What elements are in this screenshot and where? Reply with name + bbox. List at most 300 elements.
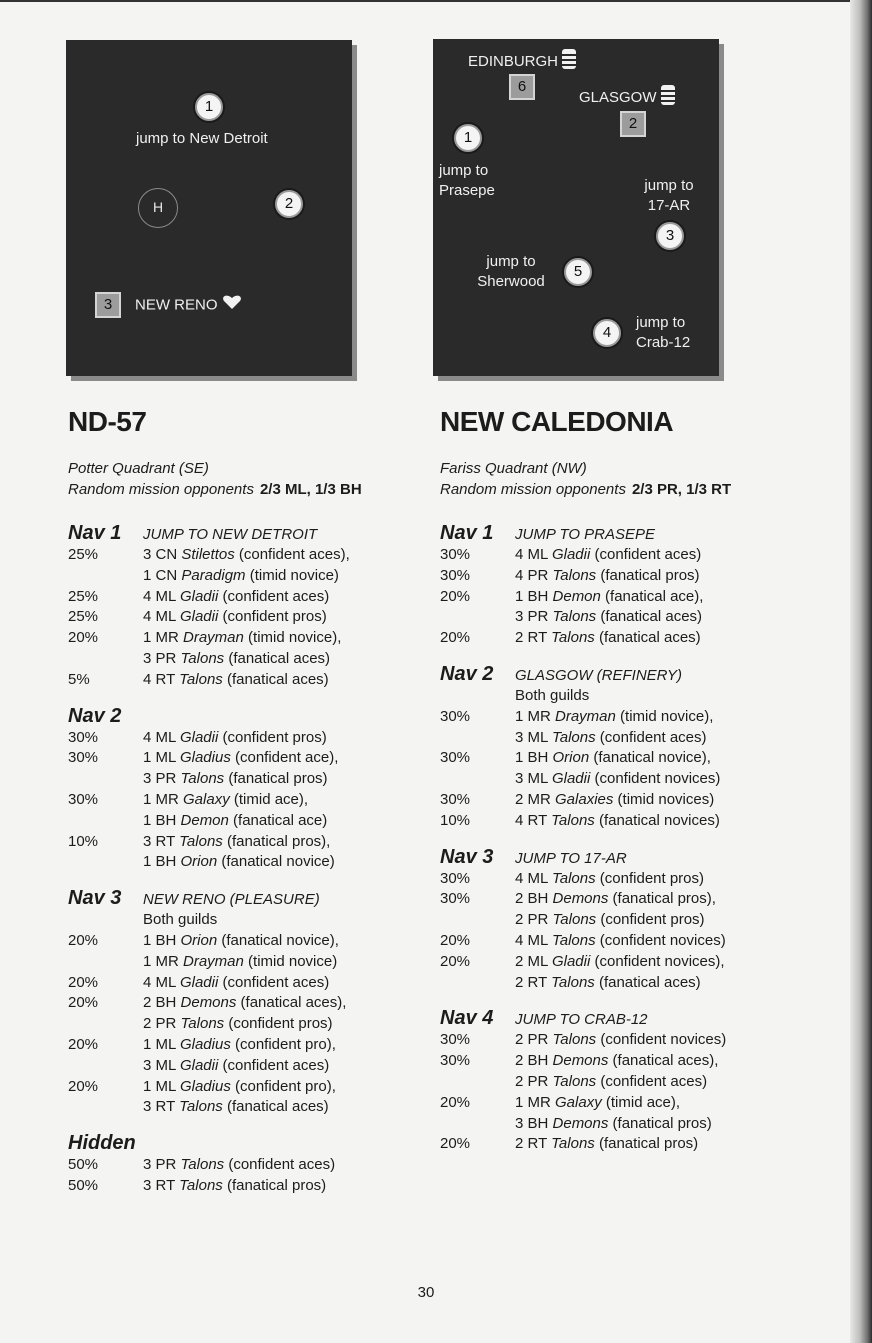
- ship-detail: (fanatical aces): [594, 629, 701, 647]
- ship-group: [515, 811, 800, 832]
- encounter-row: [440, 628, 800, 649]
- ship-group: [143, 566, 408, 587]
- encounter-percentage: 30%: [440, 869, 471, 887]
- ship-detail: 1 MR: [515, 707, 556, 725]
- ship-group: [515, 910, 800, 931]
- nd57-nav1-marker: 1: [195, 93, 223, 121]
- encounter-ships: [515, 952, 800, 994]
- nc-nav3-label-line2: 17-AR: [647, 197, 691, 214]
- nd57-base-label: NEW RENO: [135, 296, 218, 314]
- ship-class: Talons: [180, 649, 225, 667]
- ship-detail: (fanatical novice),: [589, 749, 711, 767]
- ship-class: Demon: [552, 587, 601, 605]
- encounter-ships: [143, 587, 408, 608]
- encounter-row: [68, 1077, 408, 1119]
- ship-class: Galaxies: [555, 790, 614, 808]
- ship-class: Demons: [552, 890, 609, 908]
- section-header: [68, 705, 408, 728]
- ship-detail: 1 CN: [143, 566, 182, 584]
- section-header: [68, 522, 408, 545]
- ship-group: [143, 973, 408, 994]
- nc-nav4-marker: 4: [593, 319, 621, 347]
- ship-detail: 2 BH: [143, 994, 181, 1012]
- ship-group: [143, 728, 408, 749]
- encounter-row: [440, 748, 800, 790]
- encounter-row: [68, 993, 408, 1035]
- ship-detail: (confident aces): [596, 1072, 708, 1090]
- ship-group: [143, 952, 408, 973]
- ship-class: Talons: [552, 566, 597, 584]
- ship-class: Talons: [180, 1156, 225, 1174]
- ship-group: [143, 852, 408, 873]
- ship-detail: 1 BH: [515, 587, 553, 605]
- ship-class: Talons: [180, 770, 225, 788]
- ship-class: Talons: [552, 911, 597, 929]
- encounter-ships: [143, 973, 408, 994]
- ship-class: Talons: [552, 1031, 597, 1049]
- ship-detail: 3 ML: [515, 728, 552, 746]
- encounter-percentage: 25%: [68, 587, 99, 605]
- ship-group: [143, 811, 408, 832]
- ship-detail: (confident novices): [596, 1031, 727, 1049]
- ship-group: [143, 1176, 408, 1197]
- ship-class: Talons: [180, 1015, 225, 1033]
- ship-detail: 2 PR: [515, 1072, 553, 1090]
- ship-class: Demons: [552, 1052, 609, 1070]
- ship-detail: 3 ML: [143, 1056, 180, 1074]
- ship-group: [515, 566, 800, 587]
- ship-detail: 4 PR: [515, 566, 553, 584]
- ship-class: Demon: [180, 811, 229, 829]
- encounter-percentage: 30%: [68, 728, 99, 746]
- section-header: [68, 887, 408, 910]
- ship-group: [143, 790, 408, 811]
- ship-detail: 4 ML: [515, 546, 552, 563]
- ship-detail: (fanatical ace): [228, 811, 328, 829]
- ship-class: Stilettos: [181, 546, 235, 563]
- new-caledonia-map: [433, 39, 719, 376]
- section-name: Nav 3: [440, 845, 494, 868]
- encounter-percentage: 30%: [440, 566, 471, 584]
- ship-class: Drayman: [183, 952, 244, 970]
- encounter-percentage: 30%: [440, 749, 471, 767]
- ship-detail: 1 MR: [143, 952, 184, 970]
- ship-group: [143, 1097, 408, 1118]
- ship-class: Talons: [179, 670, 223, 688]
- nc-nav1-marker: 1: [454, 124, 482, 152]
- ship-group: [143, 1155, 408, 1176]
- ship-group: [515, 869, 800, 890]
- encounter-row: [68, 545, 408, 587]
- nd57-nav-section: [68, 887, 408, 1118]
- nc-nav1-label-line1: jump to: [439, 162, 489, 179]
- ship-detail: 1 ML: [143, 749, 180, 767]
- nd57-opponents-label: Random mission opponents: [68, 481, 254, 498]
- encounter-percentage: 25%: [68, 608, 99, 626]
- ship-class: Talons: [179, 1176, 223, 1194]
- section-name: Nav 3: [68, 887, 122, 910]
- nd57-column: [68, 404, 408, 1197]
- encounter-ships: [515, 545, 800, 566]
- new-caledonia-column: [440, 404, 800, 1155]
- ship-group: [143, 1014, 408, 1035]
- encounter-ships: [143, 607, 408, 628]
- ship-detail: 1 ML: [143, 1077, 180, 1095]
- encounter-percentage: 20%: [440, 952, 471, 970]
- ship-class: Talons: [551, 728, 596, 746]
- ship-class: Talons: [551, 869, 596, 887]
- ship-group: [515, 1134, 800, 1155]
- encounter-ships: [143, 832, 408, 874]
- encounter-percentage: 20%: [68, 973, 99, 991]
- encounter-percentage: 30%: [440, 1052, 471, 1070]
- nc-nav5-label: [471, 252, 551, 292]
- encounter-percentage: 50%: [68, 1156, 99, 1174]
- section-note: Both guilds: [143, 911, 218, 929]
- ship-class: Orion: [180, 931, 218, 949]
- encounter-row: [68, 670, 408, 691]
- ship-group: [143, 769, 408, 790]
- encounter-ships: [143, 728, 408, 749]
- encounter-percentage: 20%: [440, 1135, 471, 1153]
- ship-detail: 3 PR: [143, 649, 181, 667]
- encounter-percentage: 20%: [440, 629, 471, 647]
- encounter-percentage: 30%: [440, 790, 471, 808]
- ship-detail: 3 PR: [143, 1156, 181, 1174]
- encounter-percentage: 20%: [68, 994, 99, 1012]
- ship-group: [515, 1051, 800, 1072]
- ship-detail: (confident pros): [218, 608, 327, 626]
- ship-detail: (fanatical aces),: [236, 994, 347, 1012]
- ship-class: Drayman: [183, 629, 244, 647]
- ship-detail: 4 ML: [143, 587, 180, 605]
- encounter-row: [68, 1035, 408, 1077]
- ship-detail: (confident novices),: [590, 952, 725, 970]
- encounter-percentage: 30%: [440, 890, 471, 908]
- encounter-row: [68, 587, 408, 608]
- encounter-ships: [143, 1035, 408, 1077]
- encounter-ships: [515, 707, 800, 749]
- ship-detail: 4 ML: [143, 973, 180, 991]
- nc-nav3-label: [639, 176, 699, 216]
- ship-detail: 3 BH: [515, 1114, 553, 1132]
- ship-group: [515, 1030, 800, 1051]
- ship-detail: (fanatical novice): [217, 853, 335, 871]
- ship-class: Gladius: [179, 1035, 231, 1053]
- encounter-ships: [515, 811, 800, 832]
- nc-nav1-label-line2: Prasepe: [439, 182, 495, 199]
- encounter-row: [68, 728, 408, 749]
- nd57-nav-section: [68, 705, 408, 874]
- encounter-ships: [143, 628, 408, 670]
- encounter-percentage: 20%: [68, 1077, 99, 1095]
- ship-group: [143, 1077, 408, 1098]
- nc-nav1-label: [439, 161, 495, 201]
- ship-detail: (fanatical pros): [608, 1114, 712, 1132]
- ship-detail: 3 RT: [143, 1098, 180, 1116]
- ship-class: Talons: [179, 832, 223, 850]
- encounter-ships: [515, 790, 800, 811]
- ship-detail: 2 RT: [515, 973, 552, 991]
- heart-icon: [222, 295, 242, 316]
- ship-group: [143, 748, 408, 769]
- nd57-nav-sections: [68, 522, 408, 1197]
- ship-group: [515, 587, 800, 608]
- new-caledonia-opponents-label: Random mission opponents: [440, 481, 626, 498]
- section-name: Nav 2: [68, 704, 122, 727]
- nc-nav3-marker: 3: [656, 222, 684, 250]
- encounter-percentage: 20%: [440, 1093, 471, 1111]
- edinburgh-label: EDINBURGH: [468, 53, 559, 70]
- ship-detail: (confident pro),: [230, 1035, 336, 1053]
- ship-detail: (confident pros): [218, 728, 327, 746]
- encounter-ships: [515, 1093, 800, 1135]
- ship-class: Drayman: [555, 707, 616, 725]
- ship-group: [515, 748, 800, 769]
- section-subtitle: NEW RENO (PLEASURE): [143, 891, 320, 909]
- ship-group: [143, 587, 408, 608]
- encounter-ships: [515, 1134, 800, 1155]
- encounter-percentage: 20%: [68, 1035, 99, 1053]
- encounter-percentage: 25%: [68, 546, 99, 563]
- ship-detail: 1 BH: [143, 853, 181, 871]
- section-subtitle: GLASGOW (REFINERY): [515, 666, 682, 684]
- ship-class: Talons: [551, 973, 595, 991]
- ship-class: Talons: [551, 811, 595, 829]
- section-note: Both guilds: [515, 686, 590, 704]
- encounter-percentage: 5%: [68, 670, 90, 688]
- encounter-ships: [143, 790, 408, 832]
- ship-detail: (fanatical pros),: [608, 890, 716, 908]
- encounter-ships: [515, 1030, 800, 1051]
- ship-class: Demons: [180, 994, 237, 1012]
- ship-class: Galaxy: [555, 1093, 602, 1111]
- ship-detail: (confident pros): [595, 869, 705, 887]
- ship-group: [515, 1093, 800, 1114]
- ship-detail: (fanatical pros),: [222, 832, 331, 850]
- ship-class: Talons: [551, 629, 595, 647]
- nc-nav4-label-line2: Crab-12: [636, 334, 691, 351]
- encounter-ships: [143, 1155, 408, 1176]
- nd57-nav1-label: jump to New Detroit: [136, 130, 268, 147]
- ship-class: Talons: [552, 1072, 597, 1090]
- ship-group: [515, 728, 800, 749]
- ship-class: Talons: [179, 1098, 223, 1116]
- nc-nav3-label-line1: jump to: [644, 177, 694, 194]
- encounter-row: [68, 832, 408, 874]
- encounter-ships: [515, 566, 800, 587]
- nd57-nav-section: [68, 522, 408, 691]
- encounter-row: [440, 1051, 800, 1093]
- encounter-percentage: 30%: [440, 707, 471, 725]
- page-number: 30: [417, 1284, 435, 1301]
- ship-detail: (timid ace),: [601, 1093, 681, 1111]
- ship-group: [515, 607, 800, 628]
- ship-detail: (timid novice): [243, 952, 338, 970]
- encounter-row: [440, 1134, 800, 1155]
- ship-group: [515, 931, 800, 952]
- section-name: Nav 1: [68, 522, 122, 544]
- ship-group: [515, 1114, 800, 1135]
- encounter-row: [440, 931, 800, 952]
- encounter-percentage: 30%: [440, 546, 471, 563]
- encounter-row: [440, 790, 800, 811]
- ship-detail: (timid novice): [245, 566, 339, 584]
- ship-detail: (confident novices): [595, 931, 726, 949]
- nd57-title: ND-57: [68, 406, 147, 437]
- ship-detail: 4 ML: [143, 608, 180, 626]
- ship-group: [515, 973, 800, 994]
- ship-detail: 1 BH: [515, 749, 553, 767]
- ship-class: Paradigm: [181, 566, 246, 584]
- ship-group: [515, 545, 800, 566]
- encounter-ships: [515, 931, 800, 952]
- ship-detail: (fanatical pros): [594, 1135, 699, 1153]
- encounter-percentage: 20%: [68, 931, 99, 949]
- ship-detail: (confident aces): [595, 728, 707, 746]
- nc-nav5-label-line1: jump to: [486, 253, 536, 270]
- edinburgh-label-group: [468, 48, 577, 76]
- ship-detail: (fanatical pros): [222, 1176, 327, 1194]
- ship-detail: 3 ML: [515, 770, 552, 788]
- encounter-percentage: 20%: [440, 931, 471, 949]
- ship-detail: 2 RT: [515, 1135, 552, 1153]
- ship-class: Orion: [180, 853, 218, 871]
- ship-detail: (confident pro),: [230, 1077, 336, 1095]
- new-caledonia-nav-section: [440, 846, 800, 994]
- encounter-row: [68, 1176, 408, 1197]
- encounter-percentage: 30%: [68, 790, 99, 808]
- page-top-edge: [0, 0, 872, 2]
- ship-detail: (confident aces): [218, 973, 330, 991]
- encounter-row: [440, 952, 800, 994]
- encounter-ships: [143, 670, 408, 691]
- nd57-quadrant: Potter Quadrant (SE): [68, 460, 209, 477]
- ship-class: Galaxy: [183, 790, 230, 808]
- nc-nav4-label-line1: jump to: [636, 314, 686, 331]
- encounter-row: [440, 889, 800, 931]
- ship-detail: 4 ML: [515, 869, 552, 887]
- encounter-percentage: 10%: [68, 832, 99, 850]
- nd57-map: [66, 40, 352, 376]
- encounter-ships: [143, 993, 408, 1035]
- nd57-base-marker: 3: [95, 292, 121, 318]
- encounter-row: [440, 1093, 800, 1135]
- encounter-ships: [143, 931, 408, 973]
- ship-detail: (confident aces): [218, 587, 330, 605]
- encounter-row: [68, 607, 408, 628]
- refinery-icon: [660, 84, 676, 112]
- encounter-row: [68, 748, 408, 790]
- ship-group: [143, 832, 408, 853]
- encounter-percentage: 30%: [440, 1031, 471, 1049]
- glasgow-label: GLASGOW: [579, 89, 657, 106]
- ship-class: Demons: [552, 1114, 609, 1132]
- ship-detail: 1 BH: [143, 931, 181, 949]
- nc-nav5-label-line2: Sherwood: [477, 273, 545, 290]
- section-header: [440, 1007, 800, 1030]
- section-name: Nav 4: [440, 1007, 494, 1030]
- section-header: [440, 663, 800, 686]
- ship-class: Gladii: [179, 1056, 219, 1074]
- ship-detail: (fanatical aces),: [608, 1052, 719, 1070]
- encounter-row: [440, 566, 800, 587]
- new-caledonia-title: NEW CALEDONIA: [440, 406, 674, 437]
- ship-detail: 2 PR: [515, 1031, 553, 1049]
- glasgow-label-group: [579, 84, 676, 112]
- ship-detail: 1 ML: [143, 1035, 180, 1053]
- nd57-opponents-value: 2/3 ML, 1/3 BH: [259, 481, 362, 498]
- encounter-row: [440, 707, 800, 749]
- new-caledonia-quadrant: Fariss Quadrant (NW): [440, 460, 587, 477]
- ship-detail: 4 ML: [143, 728, 180, 746]
- section-subtitle: JUMP TO 17-AR: [515, 849, 627, 867]
- ship-detail: (fanatical pros): [224, 770, 328, 788]
- ship-class: Gladii: [179, 728, 219, 746]
- ship-class: Gladii: [551, 952, 591, 970]
- ship-detail: 1 BH: [143, 811, 181, 829]
- ship-detail: 4 ML: [515, 931, 552, 949]
- ship-detail: (timid ace),: [229, 790, 309, 808]
- ship-detail: 3 RT: [143, 832, 180, 850]
- section-name: Nav 2: [440, 662, 494, 685]
- ship-detail: (timid novices): [613, 790, 715, 808]
- ship-detail: (fanatical aces): [594, 973, 701, 991]
- ship-detail: 2 BH: [515, 1052, 553, 1070]
- ship-class: Talons: [552, 608, 597, 626]
- encounter-row: [68, 628, 408, 670]
- ship-detail: 3 CN: [143, 546, 182, 563]
- ship-class: Gladius: [179, 1077, 231, 1095]
- new-caledonia-nav-section: [440, 522, 800, 649]
- ship-detail: (fanatical novice),: [217, 931, 339, 949]
- nc-nav5-marker: 5: [564, 258, 592, 286]
- ship-class: Talons: [551, 931, 596, 949]
- ship-detail: 2 PR: [515, 911, 553, 929]
- ship-class: Gladii: [179, 608, 219, 626]
- section-header: [68, 1132, 408, 1155]
- encounter-ships: [515, 889, 800, 931]
- ship-group: [515, 889, 800, 910]
- ship-detail: 1 MR: [515, 1093, 556, 1111]
- new-caledonia-nav-sections: [440, 522, 800, 1155]
- ship-class: Gladii: [179, 587, 219, 605]
- new-caledonia-nav-section: [440, 1007, 800, 1155]
- section-name: Hidden: [68, 1132, 136, 1155]
- ship-group: [143, 607, 408, 628]
- ship-detail: 2 RT: [515, 629, 552, 647]
- ship-detail: (timid novice),: [243, 629, 342, 647]
- ship-detail: 2 ML: [515, 952, 552, 970]
- ship-group: [143, 670, 408, 691]
- section-header: [440, 846, 800, 869]
- section-subtitle: JUMP TO PRASEPE: [515, 526, 656, 543]
- ship-detail: 2 BH: [515, 890, 553, 908]
- nd57-nav-section: [68, 1132, 408, 1197]
- ship-detail: (confident aces),: [234, 546, 350, 563]
- ship-class: Talons: [551, 1135, 595, 1153]
- ship-group: [515, 628, 800, 649]
- ship-detail: (fanatical aces): [222, 670, 329, 688]
- page-binding-shadow: [850, 0, 872, 1343]
- encounter-row: [68, 1155, 408, 1176]
- ship-group: [143, 1035, 408, 1056]
- nc-nav4-label: [636, 313, 690, 353]
- ship-detail: 3 RT: [143, 1176, 180, 1194]
- ship-detail: 2 MR: [515, 790, 556, 808]
- ship-group: [143, 545, 408, 566]
- encounter-ships: [143, 545, 408, 587]
